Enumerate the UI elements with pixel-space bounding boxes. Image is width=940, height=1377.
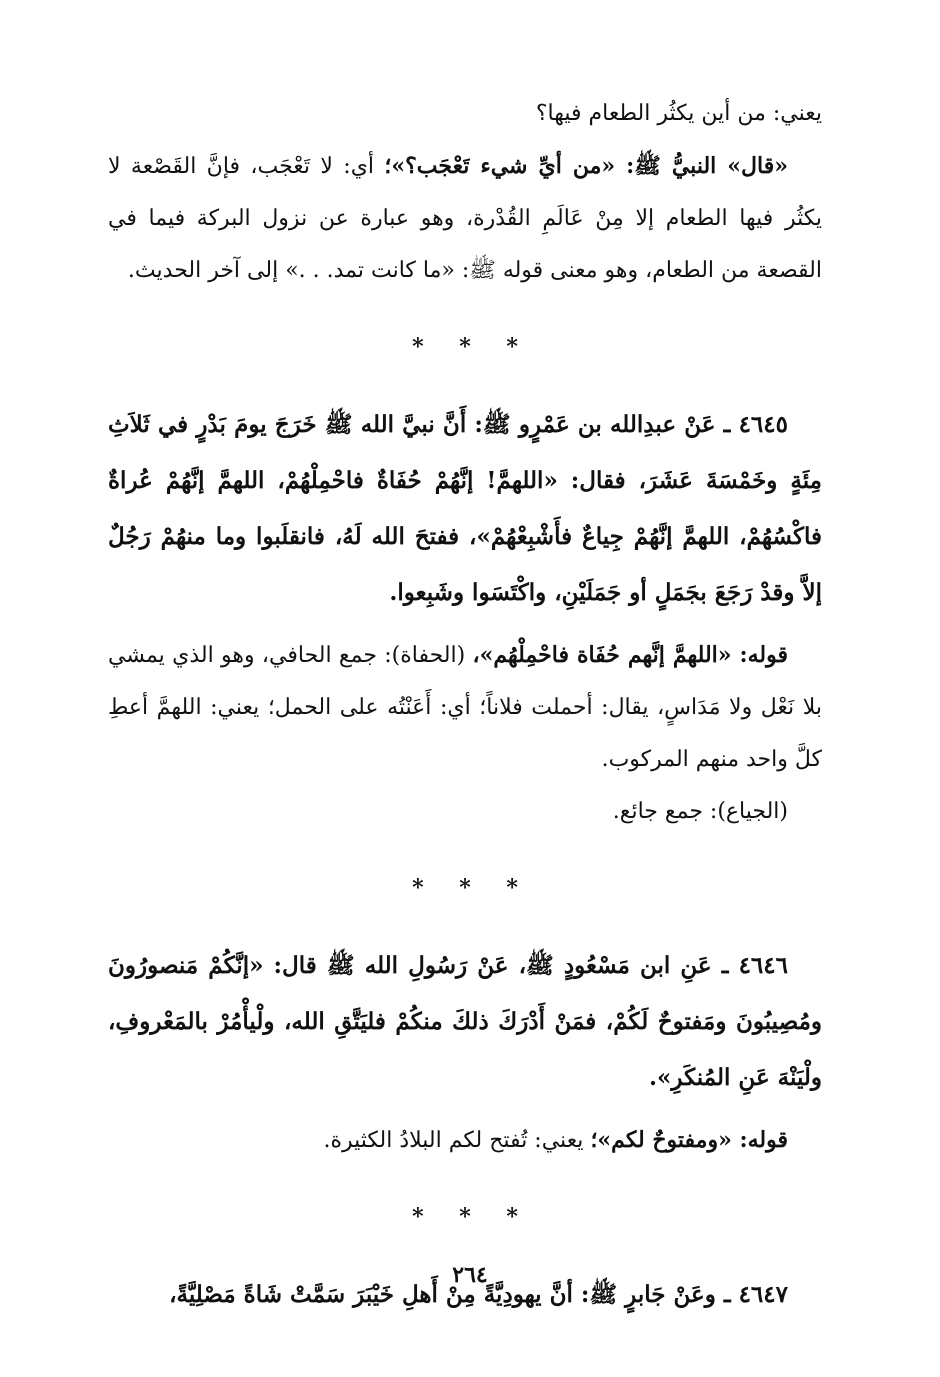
commentary-text: يعني: من أين يكثُر الطعام فيها؟ <box>535 101 822 126</box>
commentary-text: (الجياع): جمع جائع. <box>612 799 788 824</box>
hadith-text: ٤٦٤٦ ـ عَنِ ابن مَسْعُودٍ ﷺ، عَنْ رَسُولِ الله ﷺ قال: «إنَّكُمْ مَنصورُونَ ومُصِيبُونَ ومَفتوحٌ لَكُمْ، فمَنْ أَدْرَكَ ذلكَ منكُمْ فليَتَّقِ الله، ولْيأْمُرْ بالمَعْروفِ، ولْيَنْهَ عَنِ المُنكَرِ». <box>108 952 822 1091</box>
commentary-paragraph-4 <box>108 786 822 838</box>
commentary-text: يعني: تُفتح لكم البلادُ الكثيرة. <box>323 1128 591 1153</box>
commentary-text: أي: لا تَعْجَب، فإنَّ القَصْعة لا يكثُر فيها الطعام إلا مِنْ عَالَمِ القُدْرة، وهو عبارة عن نزول البركة فيما في القصعة من الطعام، وهو معنى قوله ﷺ: «ما كانت تمد. . .» إلى آخر الحديث. <box>108 154 822 283</box>
commentary-paragraph-1 <box>108 88 822 140</box>
hadith-4645 <box>108 397 822 621</box>
section-divider: * * * <box>412 875 532 901</box>
commentary-paragraph-5 <box>108 1114 822 1167</box>
commentary-paragraph-3 <box>108 629 822 786</box>
section-divider: * * * <box>412 1204 532 1230</box>
quoted-phrase: قوله: «اللهمَّ إنَّهم حُفَاة فاحْمِلْهُم»، <box>472 642 788 668</box>
hadith-4646 <box>108 938 822 1106</box>
quoted-phrase: «قال» النبيُّ ﷺ: «من أيِّ شيء تَعْجَب؟»؛ <box>384 153 788 179</box>
quoted-phrase: قوله: «ومفتوحٌ لكم»؛ <box>590 1127 788 1153</box>
hadith-text: ٤٦٤٥ ـ عَنْ عبدِالله بن عَمْرٍو ﷺ: أَنَّ نبيَّ الله ﷺ خَرَجَ يومَ بَدْرٍ في ثَلاَثِ مِئَةٍ وخَمْسَةَ عَشَرَ، فقال: «اللهمَّ! إنَّهُمْ حُفَاةٌ فاحْمِلْهُمْ، اللهمَّ إنَّهُمْ عُراةٌ فاكْسُهُمْ، اللهمَّ إنَّهُمْ جِياعٌ فأَشْبِعْهُمْ»، ففتحَ الله لَهُ، فانقلَبوا وما منهُمْ رَجُلٌ إلاَّ وقدْ رَجَعَ بجَمَلٍ أو جَمَلَيْنِ، واكْتَسَوا وشَبِعوا. <box>108 411 822 606</box>
hadith-text: ٤٦٤٧ ـ وعَنْ جَابرٍ ﷺ: أنَّ يهودِيَّةً مِنْ أَهلِ خَيْبَرَ سَمَّتْ شَاةً مَصْلِيَّةً، <box>169 1281 788 1308</box>
section-divider: * * * <box>412 334 532 360</box>
page-number: ٢٦٤ <box>452 1262 488 1288</box>
commentary-text: (الحفاة): جمع الحافي، وهو الذي يمشي بلا نَعْل ولا مَدَاسٍ، يقال: أحملت فلاناً؛ أي: أَعَنْتُه على الحمل؛ يعني: اللهمَّ أعطِ كلَّ واحد منهم المركوب. <box>108 643 822 772</box>
commentary-paragraph-2 <box>108 140 822 297</box>
page-body <box>108 88 822 1323</box>
